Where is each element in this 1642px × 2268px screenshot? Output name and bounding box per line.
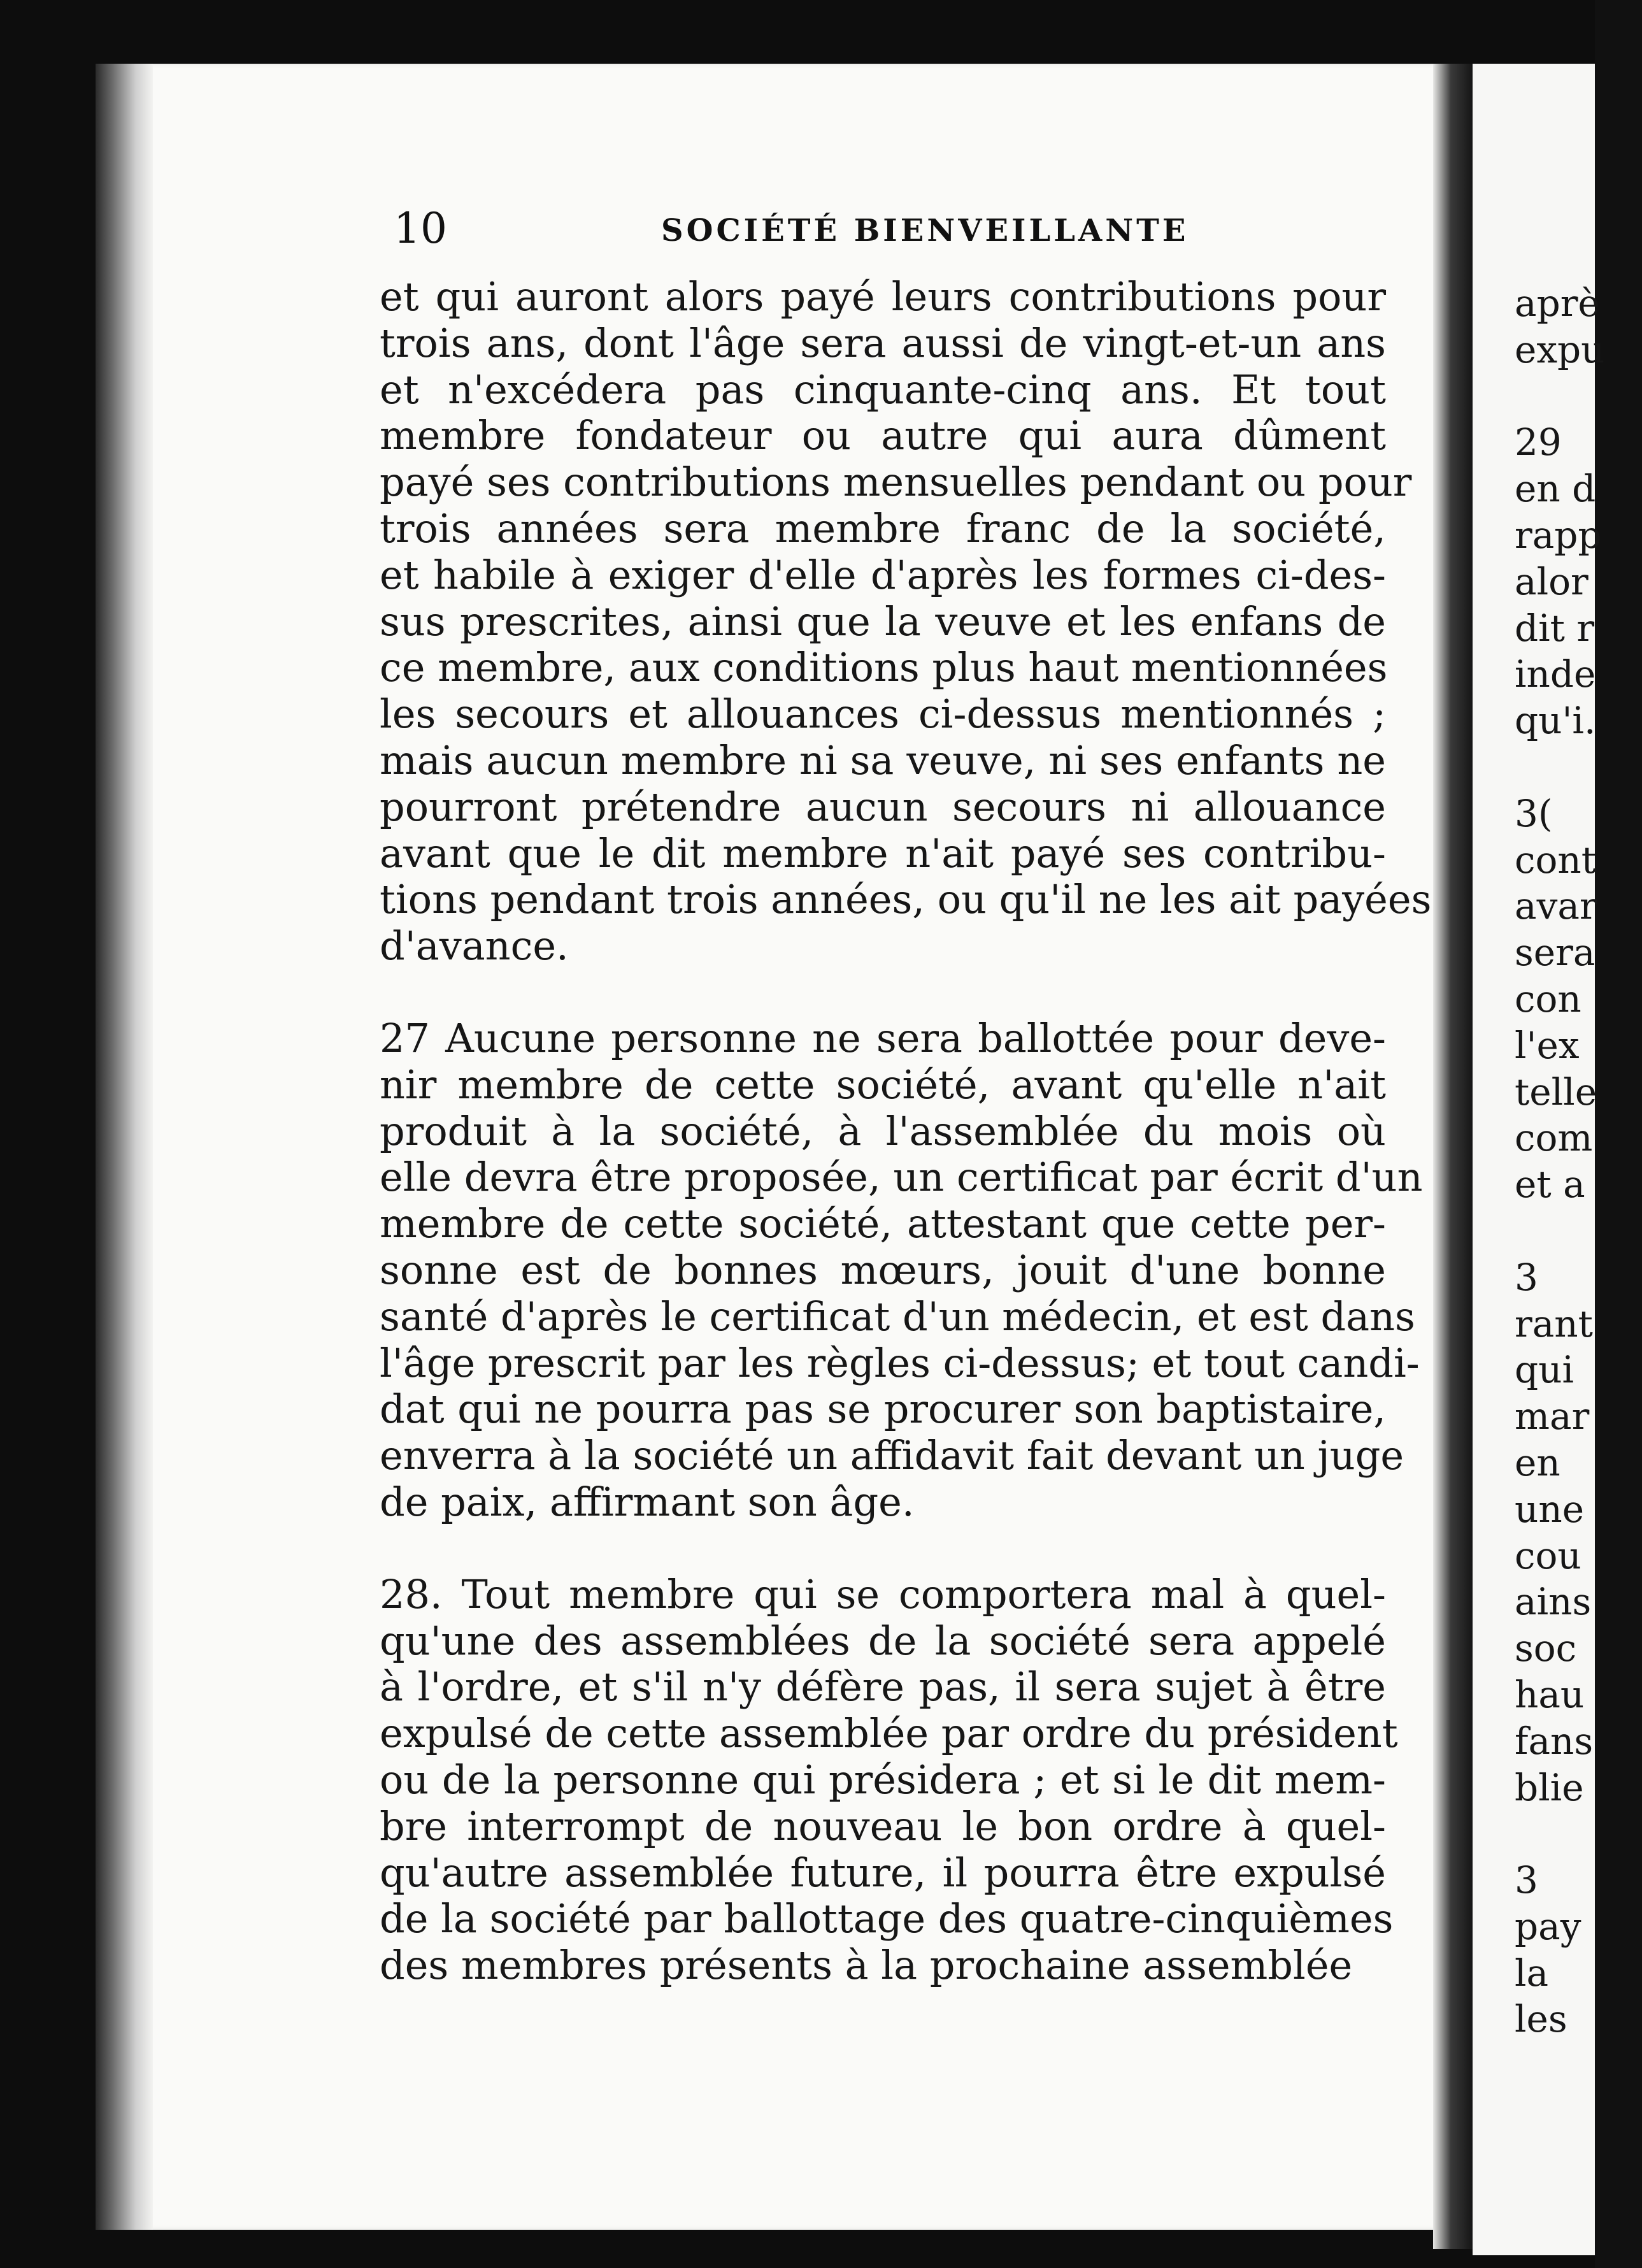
- text-line: à l'ordre, et s'il n'y défère pas, il sera sujet à être: [380, 1663, 1386, 1711]
- right-page-fragment: qui: [1515, 1348, 1574, 1392]
- right-page-fragment: et a: [1515, 1163, 1585, 1207]
- text-line: nir membre de cette société, avant qu'elle n'ait: [380, 1061, 1386, 1108]
- right-page-fragment: en d: [1515, 467, 1596, 511]
- right-page-fragment: cont: [1515, 838, 1597, 882]
- right-page-fragment: con: [1515, 977, 1581, 1021]
- right-page-fragment: mar: [1515, 1395, 1590, 1439]
- text-line: produit à la société, à l'assemblée du mois où: [380, 1107, 1386, 1154]
- right-page-fragment: telle: [1515, 1070, 1597, 1114]
- right-page-fragment: blie: [1515, 1765, 1584, 1809]
- text-line: 28. Tout membre qui se comportera mal à quel-: [380, 1570, 1386, 1618]
- text-line: elle devra être proposée, un certificat par écrit d'un: [380, 1154, 1423, 1201]
- text-line: avant que le dit membre n'ait payé ses contribu-: [380, 829, 1386, 877]
- text-line: santé d'après le certificat d'un médecin, et est dans: [380, 1293, 1415, 1340]
- text-line: qu'une des assemblées de la société sera appelé: [380, 1617, 1386, 1664]
- right-page-fragment: [1515, 1208, 1642, 1254]
- right-page-fragment: en: [1515, 1440, 1560, 1484]
- right-page-fragment: pay: [1515, 1904, 1581, 1948]
- text-line: trois années sera membre franc de la société,: [380, 505, 1386, 552]
- body-text: [380, 273, 1432, 1989]
- right-page-fragment: qu'i.: [1515, 699, 1596, 743]
- right-page-fragment: com: [1515, 1116, 1593, 1160]
- book-gutter: [1433, 64, 1473, 2249]
- right-page-fragment: [1515, 1811, 1642, 1857]
- text-line: des membres présents à la prochaine assemblée: [380, 1942, 1353, 1989]
- text-line: 27 Aucune personne ne sera ballottée pour deve-: [380, 1014, 1386, 1061]
- right-page-fragment: sera: [1515, 931, 1596, 975]
- right-page-fragment: 3(: [1515, 791, 1553, 835]
- text-line: sus prescrites, ainsi que la veuve et les enfans de: [380, 598, 1386, 645]
- text-line: membre fondateur ou autre qui aura dûment: [380, 412, 1386, 459]
- right-page-fragment: cou: [1515, 1533, 1581, 1577]
- text-line: bre interrompt de nouveau le bon ordre à quel-: [380, 1802, 1386, 1849]
- text-line: dat qui ne pourra pas se procurer son baptistaire,: [380, 1386, 1386, 1433]
- right-page-fragment: alor: [1515, 559, 1588, 603]
- text-line: et n'excédera pas cinquante-cinq ans. Et tout: [380, 366, 1386, 413]
- text-line: qu'autre assemblée future, il pourra être expulsé: [380, 1849, 1386, 1896]
- text-line: l'âge prescrit par les règles ci-dessus; et tout candi-: [380, 1339, 1420, 1386]
- right-page-fragment: la: [1515, 1951, 1549, 1995]
- text-line: de paix, affirmant son âge.: [380, 1478, 915, 1525]
- right-page-fragment: les: [1515, 1997, 1567, 2041]
- right-page-fragment: une: [1515, 1487, 1585, 1531]
- right-page-fragment: l'ex: [1515, 1023, 1580, 1067]
- right-page-fragment: soc: [1515, 1626, 1577, 1670]
- right-page-fragment: avar: [1515, 884, 1597, 928]
- text-line: trois ans, dont l'âge sera aussi de vingt-et-un ans: [380, 319, 1386, 366]
- right-page-fragment: rant: [1515, 1302, 1593, 1346]
- right-page-fragment: 3: [1515, 1255, 1538, 1299]
- paragraph: [380, 273, 1432, 970]
- paragraph: [380, 1570, 1398, 1989]
- right-page-fragment: rapp: [1515, 513, 1602, 557]
- paragraph: [380, 1014, 1423, 1526]
- text-line: expulsé de cette assemblée par ordre du président: [380, 1710, 1398, 1757]
- header-title: SOCIÉTÉ BIENVEILLANTE: [661, 213, 1189, 248]
- text-line: payé ses contributions mensuelles pendant ou pour: [380, 459, 1412, 506]
- text-line: enverra à la société un affidavit fait devant un juge: [380, 1432, 1404, 1479]
- right-page-fragment: ains: [1515, 1580, 1592, 1624]
- right-page-fragment: 29: [1515, 420, 1562, 464]
- text-line: et qui auront alors payé leurs contributions pour: [380, 273, 1386, 320]
- text-line: de la société par ballottage des quatre-cinquièmes: [380, 1895, 1394, 1942]
- text-line: sonne est de bonnes mœurs, jouit d'une bonne: [380, 1246, 1386, 1293]
- text-line: pourront prétendre aucun secours ni allouance: [380, 783, 1386, 830]
- right-page-fragment: hau: [1515, 1672, 1585, 1716]
- binding-edge: [96, 64, 153, 2230]
- running-head: [394, 204, 1336, 255]
- text-line: ou de la personne qui présidera ; et si le dit mem-: [380, 1756, 1386, 1803]
- right-page-fragment: [1515, 744, 1642, 791]
- text-line: mais aucun membre ni sa veuve, ni ses enfants ne: [380, 736, 1386, 784]
- right-page-fragment: fans: [1515, 1719, 1594, 1763]
- right-page-fragment: 3: [1515, 1858, 1538, 1902]
- right-page-fragment: [1515, 373, 1642, 420]
- text-line: membre de cette société, attestant que cette per-: [380, 1200, 1386, 1247]
- page-number: 10: [394, 204, 447, 253]
- text-line: et habile à exiger d'elle d'après les formes ci-des-: [380, 551, 1386, 598]
- right-page-fragment: inde: [1515, 652, 1596, 696]
- text-line: d'avance.: [380, 922, 569, 970]
- text-line: ce membre, aux conditions plus haut mentionnées: [380, 644, 1388, 691]
- right-page-fragment: expu: [1515, 327, 1605, 371]
- right-page-fragment: dit r: [1515, 606, 1595, 650]
- right-page-text: [1515, 280, 1642, 2042]
- text-line: tions pendant trois années, ou qu'il ne les ait payées: [380, 876, 1432, 923]
- text-line: les secours et allouances ci-dessus mentionnés ;: [380, 691, 1386, 738]
- right-page-fragment: aprè: [1515, 282, 1600, 325]
